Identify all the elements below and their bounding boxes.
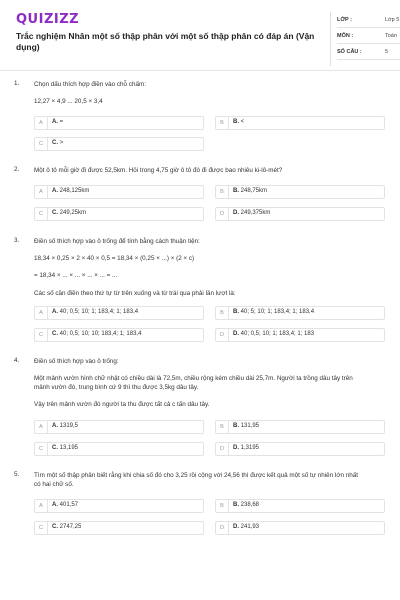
option-2-c[interactable] <box>34 207 204 221</box>
info-row-subject <box>337 30 400 44</box>
question-text: Một mảnh vườn hình chữ nhật có chiều dài là 72,5m, chiều rộng kém chiều dài 25,7m. Người ta trồng dâu tây trên <box>34 375 353 382</box>
question-text: Điền số thích hợp vào ô trống để tính bằng cách thuận tiện: <box>34 238 200 245</box>
option-2-b[interactable] <box>215 185 385 199</box>
info-row-grade <box>337 14 400 28</box>
option-letter: D <box>216 329 229 341</box>
question-text: Một ô tô mỗi giờ đi được 52,5km. Hỏi trong 4,75 giờ ô tô đó đi được bao nhiêu ki-lô-mét? <box>34 167 283 174</box>
option-4-b[interactable] <box>215 420 385 434</box>
question-number: 4. <box>14 357 20 364</box>
option-text: D. 1,3195 <box>233 445 260 451</box>
question-text: Chọn dấu thích hợp điền vào chỗ chấm: <box>34 81 146 88</box>
info-key: LỚP : <box>337 17 352 23</box>
info-key: SỐ CÂU : <box>337 49 362 55</box>
option-text: A. = <box>52 119 64 125</box>
option-5-c[interactable] <box>34 521 204 535</box>
option-5-b[interactable] <box>215 499 385 513</box>
option-letter: A <box>35 421 48 433</box>
option-4-c[interactable] <box>34 442 204 456</box>
info-box <box>330 12 400 66</box>
question-text: Các số cần điền theo thứ tự từ trên xuống và từ trái qua phải lần lượt là: <box>34 290 236 297</box>
option-text: C. > <box>52 140 64 146</box>
option-4-a[interactable] <box>34 420 204 434</box>
option-text: C. 249,25km <box>52 210 87 216</box>
option-letter: B <box>216 421 229 433</box>
header <box>14 12 400 64</box>
question-text: = 18,34 × ... × ... × ... × ... = ... <box>34 272 118 279</box>
option-letter: C <box>35 138 48 150</box>
quizizz-logo[interactable]: QUIZIZZ <box>16 12 80 27</box>
option-letter: A <box>35 307 48 319</box>
option-5-d[interactable] <box>215 521 385 535</box>
option-text: D. 249,375km <box>233 210 271 216</box>
option-letter: D <box>216 208 229 220</box>
option-text: C. 2747,25 <box>52 524 82 530</box>
option-letter: B <box>216 307 229 319</box>
option-letter: C <box>35 522 48 534</box>
option-letter: D <box>216 522 229 534</box>
option-1-a[interactable] <box>34 116 204 130</box>
option-3-d[interactable] <box>215 328 385 342</box>
question-text: Vậy trên mảnh vườn đó người ta thu được tất cả c tấn dâu tây. <box>34 401 210 408</box>
option-text: B. 131,95 <box>233 423 260 429</box>
option-text: D. 40; 0,5; 10; 1; 183,4; 1; 183 <box>233 331 315 337</box>
option-text: D. 241,93 <box>233 524 260 530</box>
info-row-count <box>337 46 400 60</box>
option-2-a[interactable] <box>34 185 204 199</box>
option-3-a[interactable] <box>34 306 204 320</box>
option-letter: C <box>35 329 48 341</box>
option-letter: B <box>216 117 229 129</box>
question-text: Tìm một số thập phân biết rằng khi chia số đó cho 3,25 rồi cộng với 24,56 thì được kết quả một số tự nhiên lớn nhất <box>34 472 358 479</box>
info-key: MÔN : <box>337 33 354 39</box>
option-text: B. 238,68 <box>233 502 260 508</box>
option-text: C. 13,195 <box>52 445 79 451</box>
option-letter: A <box>35 117 48 129</box>
info-value: Lớp 5 <box>385 17 400 23</box>
option-3-c[interactable] <box>34 328 204 342</box>
info-value: 5 <box>385 49 389 55</box>
option-2-d[interactable] <box>215 207 385 221</box>
question-number: 5. <box>14 471 20 478</box>
question-text: mảnh vườn đó, trung bình cứ 9 thì thu được 3,5kg dâu tây. <box>34 384 199 391</box>
info-value: Toán <box>385 33 397 39</box>
option-text: A. 401,57 <box>52 502 79 508</box>
question-text: 12,27 × 4,9 ... 20,5 × 3,4 <box>34 98 103 105</box>
option-1-b[interactable] <box>215 116 385 130</box>
option-1-c[interactable] <box>34 137 204 151</box>
option-text: B. 248,75km <box>233 188 268 194</box>
option-text: A. 40; 0,5; 10; 1; 183,4; 1; 183,4 <box>52 309 139 315</box>
option-letter: C <box>35 443 48 455</box>
option-3-b[interactable] <box>215 306 385 320</box>
option-letter: B <box>216 186 229 198</box>
header-divider <box>0 70 400 71</box>
option-letter: D <box>216 443 229 455</box>
question-text: có hai chữ số. <box>34 481 74 488</box>
option-letter: A <box>35 186 48 198</box>
option-text: C. 40; 0,5; 10; 10; 183,4; 1; 183,4 <box>52 331 142 337</box>
option-5-a[interactable] <box>34 499 204 513</box>
question-number: 2. <box>14 166 20 173</box>
option-letter: B <box>216 500 229 512</box>
option-letter: A <box>35 500 48 512</box>
option-text: A. 1319,5 <box>52 423 79 429</box>
option-text: A. 248,125km <box>52 188 90 194</box>
question-text: Điền số thích hợp vào ô trống: <box>34 358 119 365</box>
page-title: Trắc nghiệm Nhân một số thập phân với một số thập phân có đáp án (Vận dụng) <box>16 31 315 52</box>
option-text: B. 40; 5; 10; 1; 183,4; 1; 183,4 <box>233 309 315 315</box>
option-4-d[interactable] <box>215 442 385 456</box>
question-number: 3. <box>14 237 20 244</box>
option-text: B. < <box>233 119 245 125</box>
question-text: 18,34 × 0,25 × 2 × 40 × 0,5 = 18,34 × (0,25 × ...) × (2 × c) <box>34 255 195 262</box>
question-number: 1. <box>14 80 20 87</box>
option-letter: C <box>35 208 48 220</box>
